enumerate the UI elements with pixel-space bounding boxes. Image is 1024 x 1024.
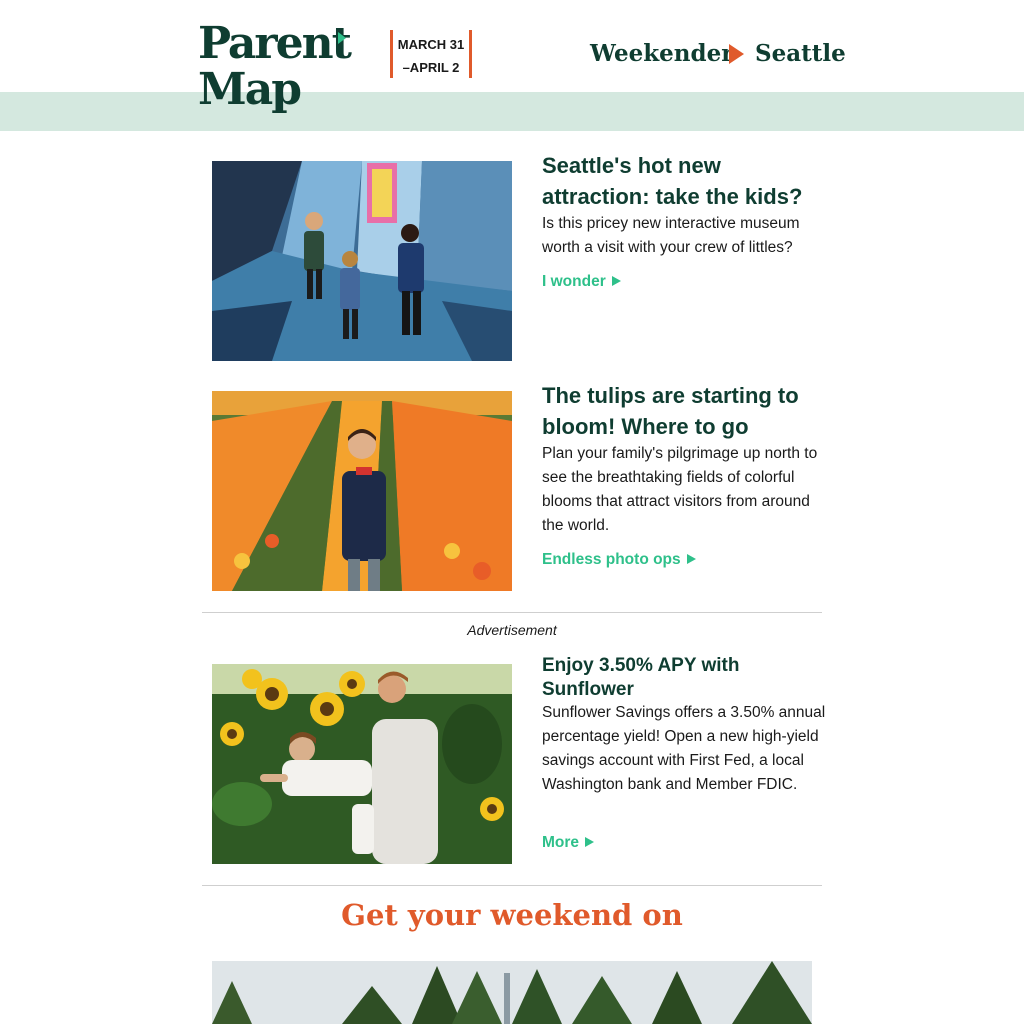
advertisement-label: Advertisement — [467, 622, 557, 638]
parentmap-logo[interactable] — [198, 18, 358, 122]
section-image[interactable] — [212, 961, 812, 1024]
ad-description: Sunflower Savings offers a 3.50% annual percentage yield! Open a new high-yield savings account with First Fed, a local Washington bank and Member FDIC. — [542, 704, 826, 793]
divider — [202, 612, 822, 613]
ad-link-label: More — [542, 834, 580, 851]
date-start: MARCH 31 — [397, 37, 465, 52]
logo-line-1: Parent — [198, 18, 350, 69]
article-2-image[interactable] — [212, 391, 512, 591]
date-range — [390, 30, 472, 78]
ad-image[interactable] — [212, 664, 512, 864]
email-header — [0, 0, 1024, 92]
article-1-link[interactable] — [542, 273, 621, 291]
article-1-title[interactable]: Seattle's hot new attraction: take the kids? — [542, 153, 803, 209]
divider — [202, 885, 822, 886]
play-arrow-icon — [729, 44, 744, 64]
article-2-link-label: Endless photo ops — [542, 551, 681, 568]
arrow-right-icon — [687, 554, 696, 564]
arrow-right-icon — [612, 276, 621, 286]
article-1-description: Is this pricey new interactive museum worth a visit with your crew of littles? — [542, 215, 800, 256]
arrow-right-icon — [585, 837, 594, 847]
date-end: –APRIL 2 — [402, 60, 460, 75]
city-label: Seattle — [755, 40, 846, 67]
logo-triangle-icon — [338, 32, 346, 44]
logo-line-2: Map — [198, 64, 300, 115]
newsletter-title — [590, 38, 846, 72]
section-title: Get your weekend on — [341, 898, 683, 932]
article-2-title[interactable]: The tulips are starting to bloom! Where to go — [542, 383, 799, 439]
ad-link[interactable] — [542, 834, 594, 852]
ad-title[interactable]: Enjoy 3.50% APY with Sunflower — [542, 655, 740, 700]
article-1-link-label: I wonder — [542, 273, 606, 290]
article-2-link[interactable] — [542, 551, 696, 569]
header-band — [0, 92, 1024, 131]
weekender-label: Weekender — [590, 40, 734, 67]
article-1-image[interactable] — [212, 161, 512, 361]
article-2-description: Plan your family's pilgrimage up north to see the breathtaking fields of colorful blooms that attract visitors from around the world. — [542, 445, 818, 534]
